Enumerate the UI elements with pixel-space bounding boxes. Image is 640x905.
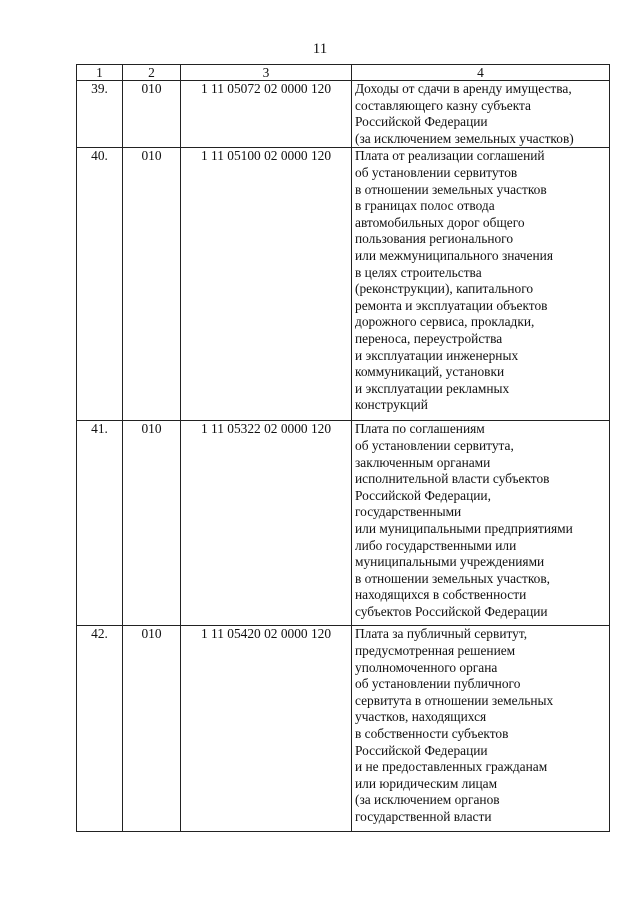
description-line: переноса, переустройства [355, 330, 503, 346]
description-line: конструкций [355, 397, 428, 413]
description-line: государственной власти [355, 808, 492, 824]
description-line: либо государственными или [355, 537, 517, 553]
description-line: субъектов Российской Федерации [355, 603, 548, 619]
description-line: муниципальными учреждениями [355, 554, 545, 570]
table-body [77, 81, 610, 832]
income-description [352, 81, 610, 148]
description-line: дорожного сервиса, прокладки, [355, 314, 535, 330]
table-header-row [77, 65, 610, 81]
column-header-4: 4 [352, 65, 610, 81]
description-line: или межмуниципального значения [355, 247, 553, 263]
table-row [77, 421, 610, 626]
admin-code: 010 [123, 421, 181, 626]
description-line: об установлении сервитутов [355, 164, 518, 180]
row-number: 42. [77, 626, 123, 832]
description-line: сервитута в отношении земельных [355, 692, 554, 708]
description-line: находящихся в собственности [355, 587, 527, 603]
description-line: об установлении сервитута, [355, 437, 514, 453]
column-header-1: 1 [77, 65, 123, 81]
column-header-2: 2 [123, 65, 181, 81]
description-line: или юридическим лицам [355, 775, 498, 791]
description-line: уполномоченного органа [355, 659, 498, 675]
row-number: 41. [77, 421, 123, 626]
admin-code: 010 [123, 148, 181, 421]
budget-code: 1 11 05100 02 0000 120 [181, 148, 352, 421]
column-header-3: 3 [181, 65, 352, 81]
description-line: в отношении земельных участков [355, 181, 547, 197]
description-line: в отношении земельных участков, [355, 570, 551, 586]
admin-code: 010 [123, 626, 181, 832]
row-number: 39. [77, 81, 123, 148]
description-line: (реконструкции), капитального [355, 281, 534, 297]
income-description [352, 148, 610, 421]
description-line: участков, находящихся [355, 709, 487, 725]
description-line: автомобильных дорог общего [355, 214, 525, 230]
description-line: (за исключением земельных участков) [355, 130, 574, 146]
description-line: предусмотренная решением [355, 642, 516, 658]
budget-code: 1 11 05072 02 0000 120 [181, 81, 352, 148]
admin-code: 010 [123, 81, 181, 148]
budget-codes-table [76, 64, 610, 832]
description-line: и не предоставленных гражданам [355, 759, 548, 775]
description-line: в собственности субъектов [355, 725, 509, 741]
description-line: пользования регионального [355, 231, 514, 247]
description-line: Плата за публичный сервитут, [355, 626, 528, 642]
description-line: (за исключением органов [355, 792, 500, 808]
page-number: 11 [312, 41, 328, 57]
table-row [77, 626, 610, 832]
budget-code: 1 11 05322 02 0000 120 [181, 421, 352, 626]
description-line: Доходы от сдачи в аренду имущества, [355, 81, 572, 96]
row-number: 40. [77, 148, 123, 421]
description-line: Плата от реализации соглашений [355, 148, 545, 164]
description-line: в целях строительства [355, 264, 482, 280]
income-description [352, 421, 610, 626]
description-line: Российской Федерации [355, 742, 488, 758]
description-line: государственными [355, 504, 462, 520]
description-line: ремонта и эксплуатации объектов [355, 297, 548, 313]
description-line: и эксплуатации инженерных [355, 347, 519, 363]
table-row [77, 81, 610, 148]
description-line: и эксплуатации рекламных [355, 380, 510, 396]
description-line: об установлении публичного [355, 676, 521, 692]
description-line: Российской Федерации, [355, 487, 491, 503]
description-line: коммуникаций, установки [355, 364, 505, 380]
description-line: Российской Федерации [355, 114, 488, 130]
description-line: или муниципальными предприятиями [355, 520, 573, 536]
table-row [77, 148, 610, 421]
description-line: составляющего казну субъекта [355, 97, 531, 113]
income-description [352, 626, 610, 832]
description-line: в границах полос отвода [355, 198, 495, 214]
description-line: исполнительной власти субъектов [355, 471, 550, 487]
description-line: заключенным органами [355, 454, 491, 470]
description-line: Плата по соглашениям [355, 421, 485, 437]
budget-code: 1 11 05420 02 0000 120 [181, 626, 352, 832]
